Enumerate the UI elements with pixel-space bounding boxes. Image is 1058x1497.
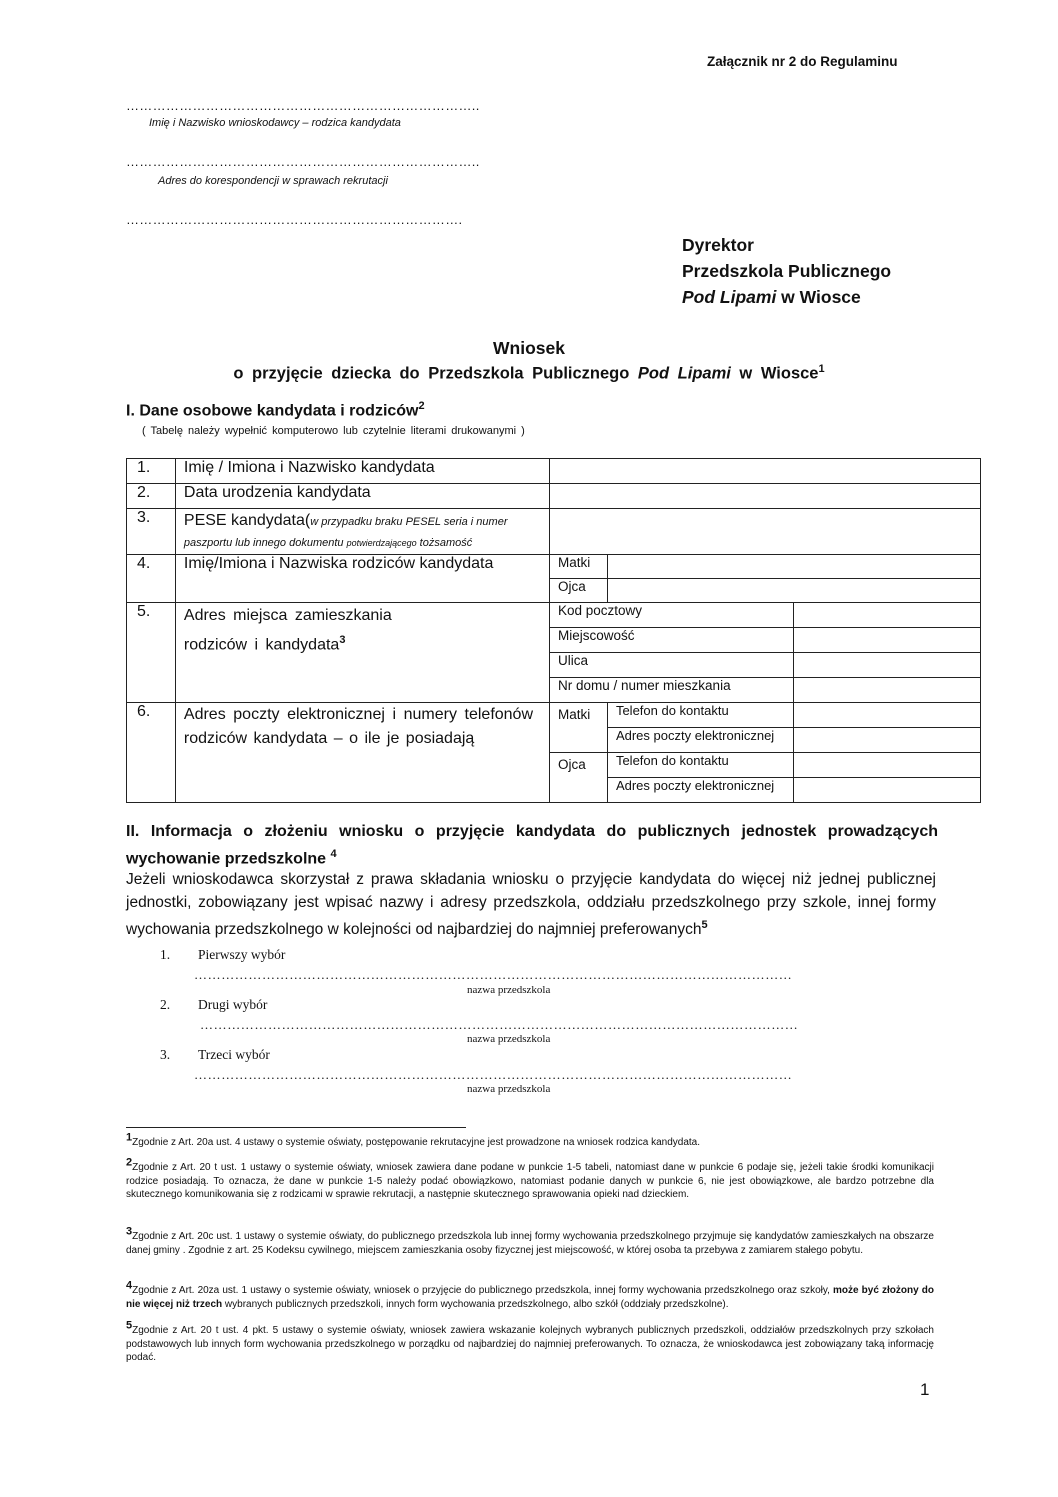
- footnote-3-num: 3: [126, 1225, 133, 1238]
- page-number: 1: [920, 1380, 930, 1399]
- footnote-2-text: Zgodnie z Art. 20 t ust. 1 ustawy o systemie oświaty, wniosek zawiera dane podane w punkcie 1-5 tabeli, natomiast dane w punkcie 6 podaje się, jeżeli takie środki komunikacji rodzice posiadają. To oznacza, że dane w punkcie 1-5 należy podać obowiązkowo, natomiast podanie danych w punkcie 6, nie jest obowiązkowe, ale bardzo potrzebne dla skutecznego komunikowania się z rodzicami w sprawie rekrutacji, a następnie skutecznego sprawowania opieki nad dzieckiem.: [126, 1162, 934, 1200]
- pesel-label: PESE kandydata(: [183, 512, 311, 529]
- address-dots[interactable]: ……………………………………………………………………..: [126, 154, 480, 169]
- subtitle-footnote-ref: 1: [818, 363, 825, 375]
- postal-code-label: Kod pocztowy: [550, 603, 794, 628]
- footnote-1-text: Zgodnie z Art. 20a ust. 4 ustawy o systemie oświaty, postępowanie rekrutacyjne jest prowadzone na wniosek rodzica kandydata.: [132, 1137, 701, 1148]
- footnote-5-text: Zgodnie z Art. 20 t ust. 4 pkt. 5 ustawy o systemie oświaty, wniosek zawiera wskazanie kolejnych wybranych publicznych przedszkoli, oddziałów przedszkolnych przy szkołach podstawowych lub innych form wychowania przedszkolnego w porządku od najbardziej do najmniej preferowanych. To oznacza, że wnioskodawca jest zobowiązany taką informację podać.: [126, 1325, 934, 1363]
- section1-footnote-ref: 2: [418, 400, 425, 412]
- address-dots-2[interactable]: ………………………………………………………………….: [126, 212, 463, 227]
- father-email-label: Adres poczty elektronicznej: [607, 778, 793, 803]
- table-row: [127, 555, 981, 579]
- attachment-label: Załącznik nr 2 do Regulaminu: [707, 54, 898, 69]
- table-row: [127, 703, 981, 728]
- mother-email-field[interactable]: [793, 728, 980, 753]
- city-label: Miejscowość: [550, 628, 794, 653]
- footnote-separator: [126, 1127, 466, 1128]
- choice-1-number: 1.: [160, 947, 171, 962]
- footnote-4: [126, 1279, 934, 1311]
- footnote-4-text-post: wybranych publicznych przedszkoli, innych form wychowania przedszkolnego, albo szkół (oddziały przedszkolne).: [222, 1298, 729, 1310]
- row-label: Adres poczty elektronicznej i numery telefonów rodziców kandydata – o ile je posiadają: [175, 703, 549, 803]
- table-row: [127, 484, 981, 509]
- pesel-note-end: tożsamość: [416, 537, 473, 549]
- form-title: Wniosek: [493, 338, 565, 358]
- footnote-1: [126, 1131, 934, 1150]
- address-footnote-ref: 3: [339, 634, 346, 646]
- choice-2-label: Drugi wybór: [198, 997, 268, 1012]
- recipient-rest: w Wiosce: [776, 287, 861, 307]
- candidate-data-table: [126, 458, 981, 803]
- house-number-field[interactable]: [793, 678, 980, 703]
- city-field[interactable]: [793, 628, 980, 653]
- father-name-field[interactable]: [607, 579, 980, 603]
- section1-heading-text: I. Dane osobowe kandydata i rodziców: [126, 402, 419, 420]
- footnote-5-num: 5: [126, 1319, 133, 1332]
- table-row: [127, 603, 981, 628]
- choice-3-number: 3.: [160, 1047, 171, 1062]
- father-label: Ojca: [550, 579, 608, 603]
- table-row: [127, 509, 981, 555]
- section2-paragraph: [126, 868, 936, 941]
- father-email-field[interactable]: [793, 778, 980, 803]
- row-label: Imię / Imiona i Nazwisko kandydata: [175, 459, 549, 484]
- row-number: 4.: [127, 555, 176, 603]
- section2-heading-text: II. Informacja o złożeniu wniosku o przyjęcie kandydata do publicznych jednostek prowadzących wychowanie przedszkolne: [126, 823, 938, 868]
- house-number-label: Nr domu / numer mieszkania: [550, 678, 794, 703]
- recipient-line2: Przedszkola Publicznego: [682, 261, 892, 281]
- section1-heading: [126, 400, 425, 420]
- footnote-3: [126, 1225, 934, 1257]
- applicant-name-hint: Imię i Nazwisko wnioskodawcy – rodzica kandydata: [149, 117, 401, 129]
- choice-2-caption: nazwa przedszkola: [467, 1033, 551, 1045]
- choice-1-caption: nazwa przedszkola: [467, 984, 551, 996]
- address-hint: Adres do korespondencji w sprawach rekrutacji: [158, 175, 388, 187]
- footnote-1-num: 1: [126, 1131, 133, 1144]
- recipient-italic: Pod Lipami: [682, 287, 777, 307]
- section2-paragraph-text: Jeżeli wnioskodawca skorzystał z prawa składania wniosku o przyjęcie kandydata do więcej niż jednej publicznej jednostki, zobowiązany jest wpisać nazwy i adresy przedszkola, oddziału przedszkolnego przy szkole, innej formy wychowania przedszkolnego w kolejności od najbardziej do najmniej preferowanych: [126, 871, 936, 939]
- row-number: 6.: [127, 703, 176, 803]
- section1-note: ( Tabelę należy wypełnić komputerowo lub czytelnie literami drukowanymi ): [142, 425, 525, 437]
- father-contact-label: Ojca: [550, 753, 608, 803]
- choice-3-label: Trzeci wybór: [198, 1047, 270, 1062]
- subtitle-post: w Wiosce: [730, 364, 819, 383]
- choice-1-label: Pierwszy wybór: [198, 947, 286, 962]
- address-label-2-wrap: [184, 628, 549, 657]
- footnote-4-num: 4: [126, 1279, 133, 1292]
- recipient-line3: [682, 284, 891, 310]
- postal-code-field[interactable]: [793, 603, 980, 628]
- footnote-3-text: Zgodnie z Art. 20c ust. 1 ustawy o systemie oświaty, do publicznego przedszkola lub innej formy wychowania przedszkolnego przyjmuje się kandydatów zamieszkałych na obszarze danej gminy . Zgodnie z art. 25 Kodeksu cywilnego, miejscem zamieszkania osoby fizycznej jest miejscowość, w której osoba ta przebywa z zamiarem stałego pobytu.: [126, 1231, 934, 1256]
- footnote-5: [126, 1319, 934, 1365]
- mother-email-label: Adres poczty elektronicznej: [607, 728, 793, 753]
- mother-label: Matki: [550, 555, 608, 579]
- choice-1-dots[interactable]: ……………………………………………………………………………………………………………………: [194, 967, 793, 982]
- row-number: 3.: [127, 509, 176, 555]
- footnote-4-text-bold: może być złożony do nie więcej niż trzech: [126, 1285, 934, 1310]
- mother-name-field[interactable]: [607, 555, 980, 579]
- birth-date-field[interactable]: [550, 484, 981, 509]
- table-row: [127, 459, 981, 484]
- row-number: 5.: [127, 603, 176, 703]
- choice-2-dots[interactable]: ……………………………………………………………………………………………………………………: [200, 1017, 799, 1032]
- subtitle-pre: o przyjęcie dziecka do Przedszkola Publicznego: [233, 364, 638, 383]
- section2-footnote-ref: 4: [330, 848, 337, 860]
- pesel-note-small: potwierdzającego: [346, 538, 417, 548]
- mother-phone-field[interactable]: [793, 703, 980, 728]
- pesel-note: w przypadku braku PESEL seria i numer paszportu lub innego dokumentu: [183, 516, 508, 549]
- paragraph-footnote-ref: 5: [701, 919, 708, 931]
- footnote-2: [126, 1156, 934, 1202]
- row-number: 2.: [127, 484, 176, 509]
- row-label: [175, 603, 549, 703]
- choice-3-dots[interactable]: ……………………………………………………………………………………………………………………: [194, 1067, 793, 1082]
- father-phone-field[interactable]: [793, 753, 980, 778]
- form-subtitle: [0, 363, 1058, 384]
- street-field[interactable]: [793, 653, 980, 678]
- candidate-name-field[interactable]: [550, 459, 981, 484]
- choice-3-caption: nazwa przedszkola: [467, 1083, 551, 1095]
- footnote-4-text-pre: Zgodnie z Art. 20za ust. 1 ustawy o systemie oświaty, wniosek o przyjęcie do publicznego przedszkola, innej formy wychowania przedszkolnego oraz szkoły,: [132, 1285, 834, 1296]
- subtitle-italic: Pod Lipami: [637, 364, 731, 383]
- father-phone-label: Telefon do kontaktu: [607, 753, 793, 778]
- pesel-field[interactable]: [550, 509, 981, 555]
- street-label: Ulica: [550, 653, 794, 678]
- row-number: 1.: [127, 459, 176, 484]
- footnote-2-num: 2: [126, 1156, 133, 1169]
- address-label-1: Adres miejsca zamieszkania: [183, 607, 392, 624]
- choice-2-number: 2.: [160, 997, 171, 1012]
- recipient-block: [682, 232, 891, 310]
- address-label-2: rodziców i kandydata: [183, 636, 340, 654]
- mother-contact-label: Matki: [550, 703, 608, 753]
- row-label: Data urodzenia kandydata: [175, 484, 549, 509]
- row-label: [175, 509, 549, 555]
- row-label: Imię/Imiona i Nazwiska rodziców kandydata: [175, 555, 549, 603]
- recipient-line1: Dyrektor: [682, 235, 754, 255]
- section2-heading: [126, 820, 938, 870]
- mother-phone-label: Telefon do kontaktu: [607, 703, 793, 728]
- applicant-name-dots[interactable]: ……………………………………………………………………..: [126, 98, 480, 113]
